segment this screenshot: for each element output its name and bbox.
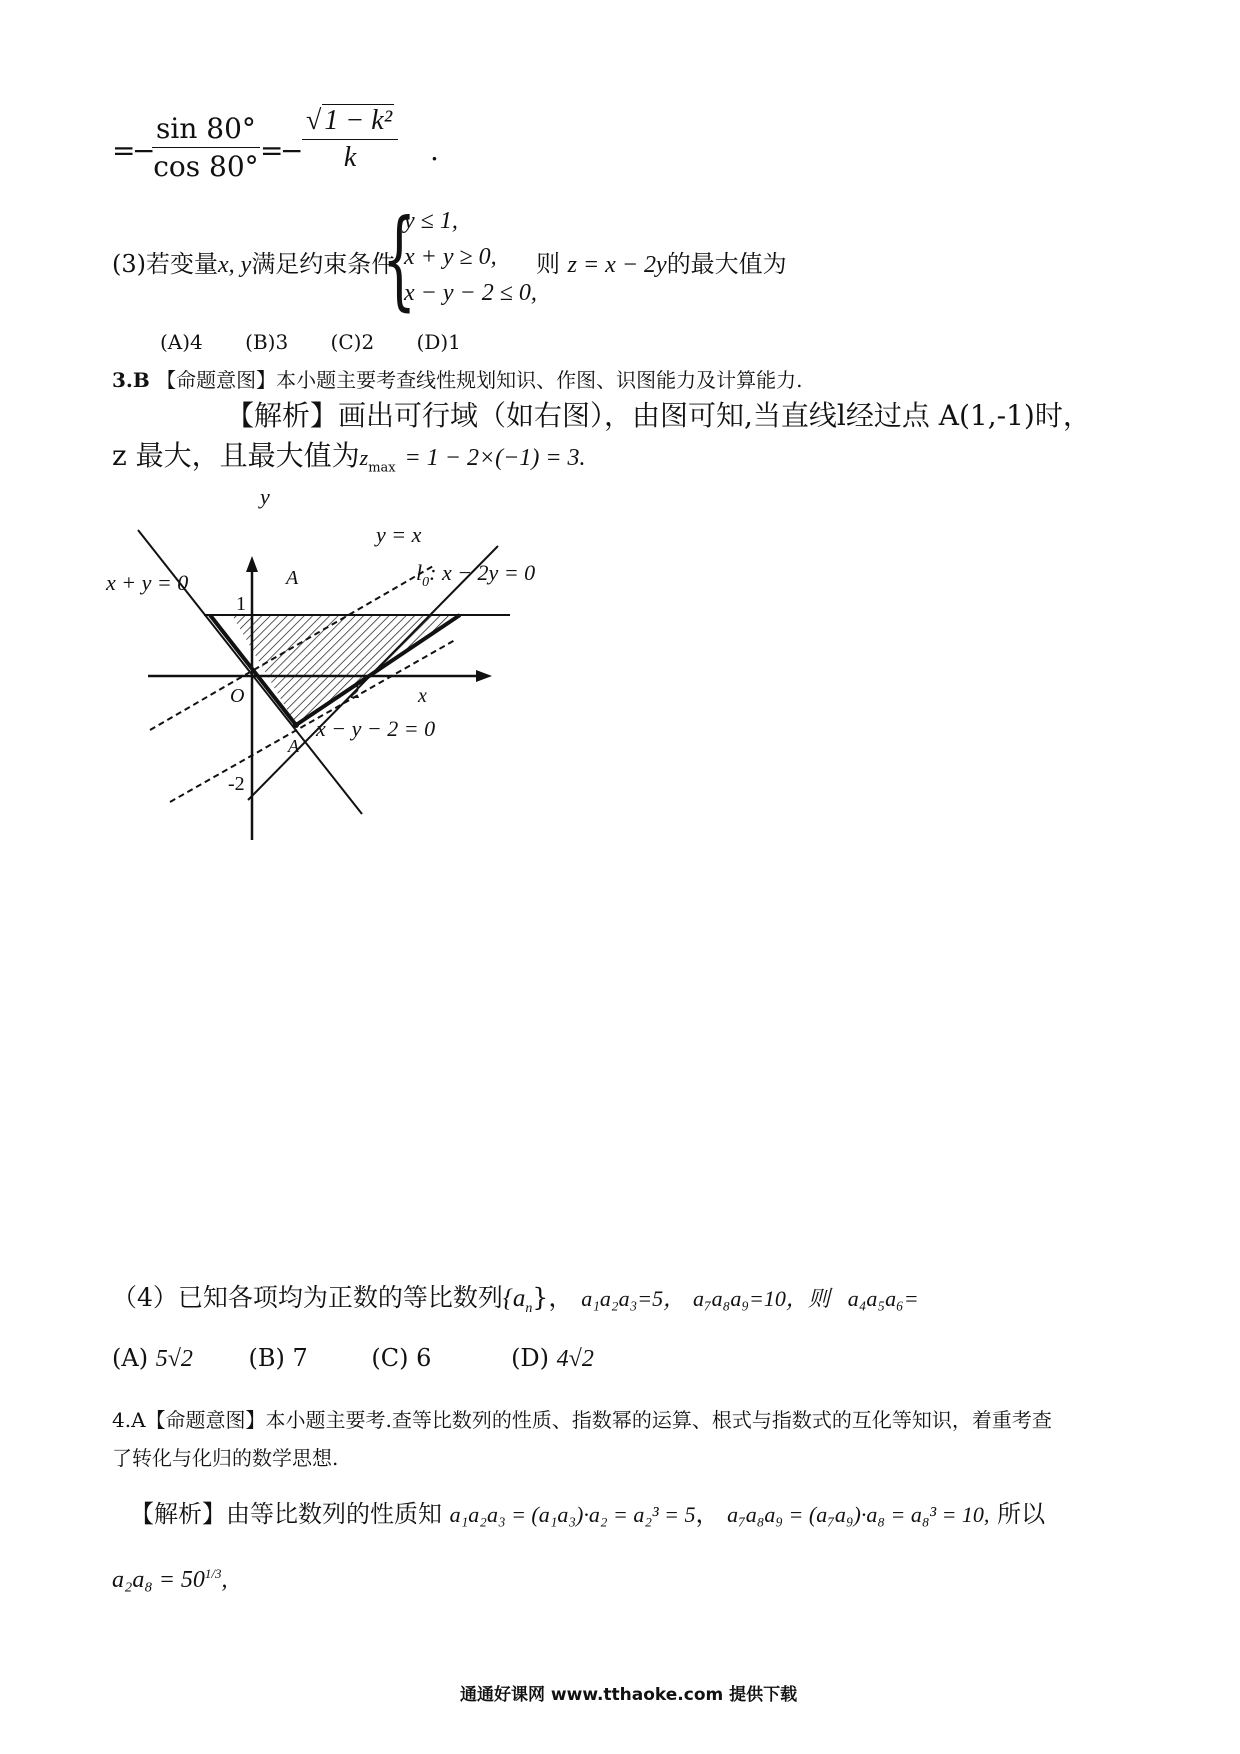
y-axis-label: y bbox=[260, 484, 270, 509]
q3-prefix: (3)若变量x, y满足约束条件 bbox=[112, 250, 396, 278]
origin-label: O bbox=[230, 685, 245, 707]
q4-stem: （4）已知各项均为正数的等比数列$\{a_n\}$， a₁a₂a₃=5， a₇a₈a₉=10，则 a₄a₅a₆= bbox=[112, 1283, 919, 1316]
label-l0: $l_0$: x − 2y = 0 bbox=[416, 560, 536, 590]
formula-minus-2: − bbox=[280, 134, 304, 167]
feasible-region-graph bbox=[100, 480, 620, 840]
q4-option-a: (A) 5√2 bbox=[112, 1344, 193, 1372]
q4-option-b: (B) 7 bbox=[248, 1344, 308, 1372]
fraction-root: $\frac{\text{√ 1 − k²}}{k}$ bbox=[302, 104, 398, 174]
a3-analysis-2: z 最大，且最大值为$z_{max} = 1 - 2\times(-1) = 3$. bbox=[112, 439, 586, 476]
q4-option-c: (C) 6 bbox=[371, 1344, 432, 1372]
q4-options bbox=[112, 1344, 594, 1373]
label-x-minus-y: x − y − 2 = 0 bbox=[316, 716, 436, 741]
x-axis-label: x bbox=[418, 685, 427, 707]
q4-option-d: (D) 4√2 bbox=[511, 1344, 594, 1372]
a4-result: $a_2a_8 = 50^{1/3}$, bbox=[112, 1566, 228, 1593]
x-axis-arrow bbox=[476, 670, 492, 682]
q3-option-c: (C)2 bbox=[330, 330, 375, 354]
formula-eq-2: = bbox=[260, 134, 284, 167]
label-y-eq-x: y = x bbox=[376, 522, 422, 547]
q3-options bbox=[160, 330, 461, 354]
label-x-plus-y: x + y = 0 bbox=[106, 570, 189, 595]
feasible-region bbox=[232, 615, 460, 725]
tick-2: 2 bbox=[350, 681, 360, 703]
a4-intent-1: 4.A【命题意图】本小题主要考.查等比数列的性质、指数幂的运算、根式与指数式的互化等知识，着重考查 bbox=[112, 1408, 1052, 1432]
q3-option-b: (B)3 bbox=[245, 330, 289, 354]
a3-intent: 3.B 【命题意图】本小题主要考查线性规划知识、作图、识图能力及计算能力. bbox=[112, 368, 803, 392]
a4-analysis: 【解析】由等比数列的性质知 a₁a₂a₃ = (a₁a₃)·a₂ = a₂³ = 5， a₇a₈a₉ = (a₇a₉)·a₈ = a₈³ = 10, 所以 bbox=[130, 1500, 1046, 1528]
y-axis-arrow bbox=[246, 556, 258, 572]
formula-eq: = bbox=[112, 134, 136, 167]
formula-minus: − bbox=[132, 134, 156, 167]
fraction-sin-cos: $\frac{\sin 80^\circ}{\cos 80^\circ}$ bbox=[153, 112, 259, 183]
constraint-brace: { bbox=[382, 197, 417, 322]
tick-neg2: -2 bbox=[228, 773, 245, 795]
label-a-bottom: A bbox=[288, 736, 299, 756]
a3-analysis-1: 【解析】画出可行域（如右图），由图可知,当直线l经过点 A(1,-1)时， bbox=[226, 399, 1091, 432]
point-a bbox=[293, 722, 299, 728]
constraint-1: y ≤ 1, bbox=[404, 208, 458, 234]
q3-option-d: (D)1 bbox=[416, 330, 461, 354]
tick-1: 1 bbox=[236, 593, 246, 615]
formula-end: . bbox=[430, 134, 439, 167]
label-a-top: A bbox=[286, 567, 299, 589]
constraint-3: x − y − 2 ≤ 0, bbox=[404, 280, 537, 306]
footer: 通通好课网 www.tthaoke.com 提供下载 bbox=[460, 1685, 798, 1705]
q3-option-a: (A)4 bbox=[160, 330, 203, 354]
a4-intent-2: 了转化与化归的数学思想. bbox=[112, 1446, 339, 1470]
q3-suffix: 则 z = x − 2y的最大值为 bbox=[536, 250, 787, 278]
constraint-2: x + y ≥ 0, bbox=[404, 244, 497, 270]
